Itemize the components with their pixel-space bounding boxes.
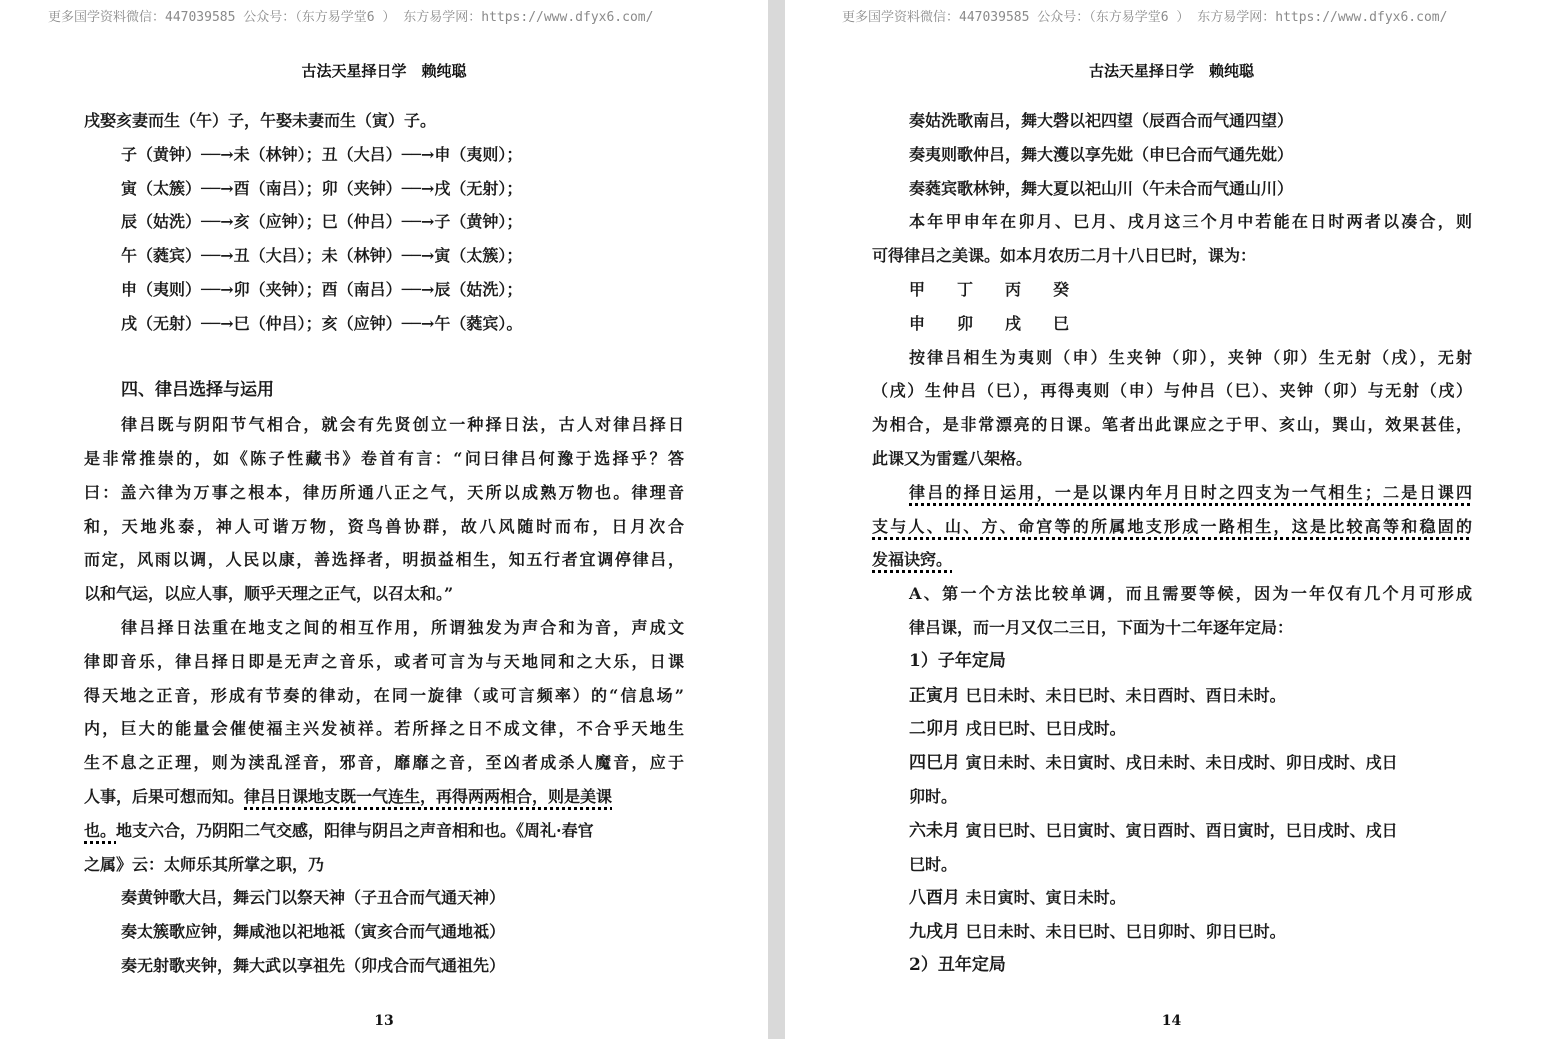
text-line: 卯时。 bbox=[909, 786, 958, 806]
text-line: 奏太簇歌应钟，舞咸池以祀地祗（寅亥合而气通地祗） bbox=[121, 922, 506, 942]
watermark: 更多国学资料微信：447039585 公众号：（东方易学堂6 ） 东方易学网：https://www.dfyx6.com/ bbox=[48, 10, 654, 25]
ganzhi-char: 申 bbox=[909, 313, 926, 333]
emphasis-text: 支与人、山、方、命宫等的所属地支形成一路相生，这是比较高等和稳固的 bbox=[872, 516, 1472, 536]
text-run: 寅日巳时、巳日寅时、寅日酉时、酉日寅时，巳日戌时、戌日 bbox=[965, 820, 1398, 840]
page-header-title: 古法天星择日学 赖纯聪 bbox=[1088, 62, 1254, 80]
text-run: 人事，后果可想而知。 bbox=[84, 786, 245, 806]
emphasis-text: 也。 bbox=[84, 820, 117, 840]
text-line: A、第一个方法比较单调，而且需要等候，因为一年仅有几个月可形成 bbox=[909, 584, 1472, 604]
text-line: 为相合，是非常漂亮的日课。笔者出此课应之于甲、亥山，巽山，效果甚佳， bbox=[872, 415, 1472, 435]
text-line: 申（夷则）──→卯（夹钟）；酉（南吕）──→辰（姑洗）； bbox=[121, 279, 523, 299]
text-line: 是非常推崇的，如《陈子性藏书》卷首有言：“问曰律吕何豫于选择乎？答 bbox=[84, 448, 684, 468]
month-label: 九戌月 bbox=[909, 922, 960, 943]
left-page bbox=[0, 0, 768, 1039]
text-line bbox=[872, 746, 1472, 780]
month-label: 六未月 bbox=[909, 820, 960, 841]
emphasis-text: 律吕的择日运用，一是以课内年月日时之四支为一气相生；二是日课四 bbox=[909, 482, 1472, 502]
month-label: 正寅月 bbox=[909, 685, 960, 706]
text-line: 律吕择日法重在地支之间的相互作用，所谓独发为声合和为音，声成文 bbox=[121, 617, 684, 637]
text-line: 曰：盖六律为万事之根本，律历所通八正之气，天所以成熟万物也。律理音 bbox=[84, 482, 684, 502]
text-line: 和，天地兆泰，神人可谐万物，资鸟兽协群，故八风随时而布，日月次合 bbox=[84, 516, 684, 536]
text-line bbox=[872, 510, 1472, 544]
text-line bbox=[84, 814, 684, 848]
text-line bbox=[872, 679, 1472, 713]
emphasis-text: 发福诀窍。 bbox=[872, 550, 953, 570]
text-run: 巳日未时、未日巳时、未日酉时、酉日未时。 bbox=[965, 685, 1286, 705]
text-run: 未日寅时、寅日未时。 bbox=[965, 888, 1126, 908]
text-line: 奏无射歌夹钟，舞大武以享祖先（卯戌合而气通祖先） bbox=[121, 955, 506, 975]
text-line bbox=[872, 915, 1472, 949]
watermark: 更多国学资料微信：447039585 公众号：（东方易学堂6 ） 东方易学网：https://www.dfyx6.com/ bbox=[842, 10, 1448, 25]
ganzhi-char: 丁 bbox=[957, 279, 974, 299]
month-label: 二卯月 bbox=[909, 719, 960, 740]
text-line: 奏蕤宾歌林钟，舞大夏以祀山川（午未合而气通山川） bbox=[909, 178, 1294, 198]
text-run: 寅日未时、未日寅时、戌日未时、未日戌时、卯日戌时、戌日 bbox=[965, 753, 1398, 773]
text-line bbox=[872, 543, 1472, 577]
text-line bbox=[872, 814, 1472, 848]
month-label: 四巳月 bbox=[909, 753, 960, 774]
page-header-title: 古法天星择日学 赖纯聪 bbox=[301, 62, 467, 80]
text-run: 地支六合，乃阴阳二气交感，阳律与阴吕之声音相和也。《周礼·春官 bbox=[116, 820, 594, 840]
text-line: 戌（无射）──→巳（仲吕）；亥（应钟）──→午（蕤宾）。 bbox=[121, 313, 523, 333]
body-text bbox=[84, 104, 684, 983]
text-line: 之属》云：太师乐其所掌之职，乃 bbox=[84, 854, 325, 874]
emphasis-text: 律吕日课地支既一气连生，再得两两相合，则是美课 bbox=[244, 786, 613, 806]
text-line: 此课又为雷霆八架格。 bbox=[872, 448, 1033, 468]
body-text bbox=[872, 104, 1472, 983]
text-line: 可得律吕之美课。如本月农历二月十八日巳时，课为： bbox=[872, 246, 1257, 266]
text-line: 辰（姑洗）──→亥（应钟）；巳（仲吕）──→子（黄钟）； bbox=[121, 212, 523, 232]
page-number: 13 bbox=[374, 1013, 394, 1029]
text-line: 戌娶亥妻而生（午）子，午娶未妻而生（寅）子。 bbox=[84, 111, 437, 130]
text-line: 律吕课，而一月又仅二三日，下面为十二年逐年定局： bbox=[909, 617, 1294, 637]
text-line: 生不息之正理，则为渎乱淫音，邪音，靡靡之音，至凶者成杀人魔音，应于 bbox=[84, 753, 684, 773]
text-line bbox=[872, 712, 1472, 746]
text-line: 午（蕤宾）──→丑（大吕）；未（林钟）──→寅（太簇）； bbox=[121, 246, 523, 266]
section-heading: 四、律吕选择与运用 bbox=[121, 380, 274, 401]
ganzhi-char: 戌 bbox=[1005, 313, 1022, 333]
text-line: 巳时。 bbox=[909, 854, 958, 874]
month-label: 八酉月 bbox=[909, 888, 960, 909]
ganzhi-char: 丙 bbox=[1005, 279, 1022, 299]
text-line bbox=[872, 881, 1472, 915]
text-line: 奏夷则歌仲吕，舞大濩以享先妣（申巳合而气通先妣） bbox=[909, 144, 1294, 164]
text-line: 得天地之正音，形成有节奏的律动，在同一旋律（或可言频率）的“信息场” bbox=[84, 685, 684, 705]
text-line: 律吕既与阴阳节气相合，就会有先贤创立一种择日法，古人对律吕择日 bbox=[121, 415, 684, 435]
text-line: 奏黄钟歌大吕，舞云门以祭天神（子丑合而气通天神） bbox=[121, 888, 506, 908]
text-line: 而定，风雨以调，人民以康，善选择者，明损益相生，知五行者宜调停律吕， bbox=[84, 550, 684, 570]
ganzhi-row-stems bbox=[872, 273, 1472, 307]
text-line: 寅（太簇）──→酉（南吕）；卯（夹钟）──→戌（无射）； bbox=[121, 178, 523, 198]
ganzhi-char: 甲 bbox=[909, 279, 926, 299]
text-line bbox=[872, 476, 1472, 510]
subsection-heading: 2）丑年定局 bbox=[909, 954, 1006, 975]
text-line: （戌）生仲吕（巳），再得夷则（申）与仲吕（巳）、夹钟（卯）与无射（戌） bbox=[872, 381, 1472, 401]
ganzhi-row-branches bbox=[872, 307, 1472, 341]
text-run: 巳日未时、未日巳时、巳日卯时、卯日巳时。 bbox=[965, 922, 1286, 942]
text-line bbox=[84, 780, 684, 814]
text-line: 按律吕相生为夷则（申）生夹钟（卯），夹钟（卯）生无射（戌），无射 bbox=[909, 347, 1472, 367]
right-page bbox=[785, 0, 1558, 1039]
ganzhi-char: 巳 bbox=[1053, 313, 1070, 333]
page-number: 14 bbox=[1161, 1013, 1182, 1029]
text-line: 奏姑洗歌南吕，舞大磬以祀四望（辰酉合而气通四望） bbox=[909, 111, 1294, 130]
text-line: 本年甲申年在卯月、巳月、戌月这三个月中若能在日时两者以凑合，则 bbox=[909, 212, 1472, 232]
text-line: 以和气运，以应人事，顺乎天理之正气，以召太和。” bbox=[84, 584, 454, 604]
ganzhi-char: 癸 bbox=[1053, 279, 1070, 299]
text-line: 子（黄钟）──→未（林钟）；丑（大吕）──→申（夷则）； bbox=[121, 144, 523, 164]
text-run: 戌日巳时、巳日戌时。 bbox=[965, 719, 1126, 739]
text-line: 律即音乐，律吕择日即是无声之音乐，或者可言为与天地同和之大乐，日课 bbox=[84, 651, 684, 671]
text-line: 内，巨大的能量会催使福主兴发祯祥。若所择之日不成文律，不合乎天地生 bbox=[84, 719, 684, 739]
ganzhi-char: 卯 bbox=[957, 313, 974, 333]
subsection-heading: 1）子年定局 bbox=[909, 650, 1006, 671]
